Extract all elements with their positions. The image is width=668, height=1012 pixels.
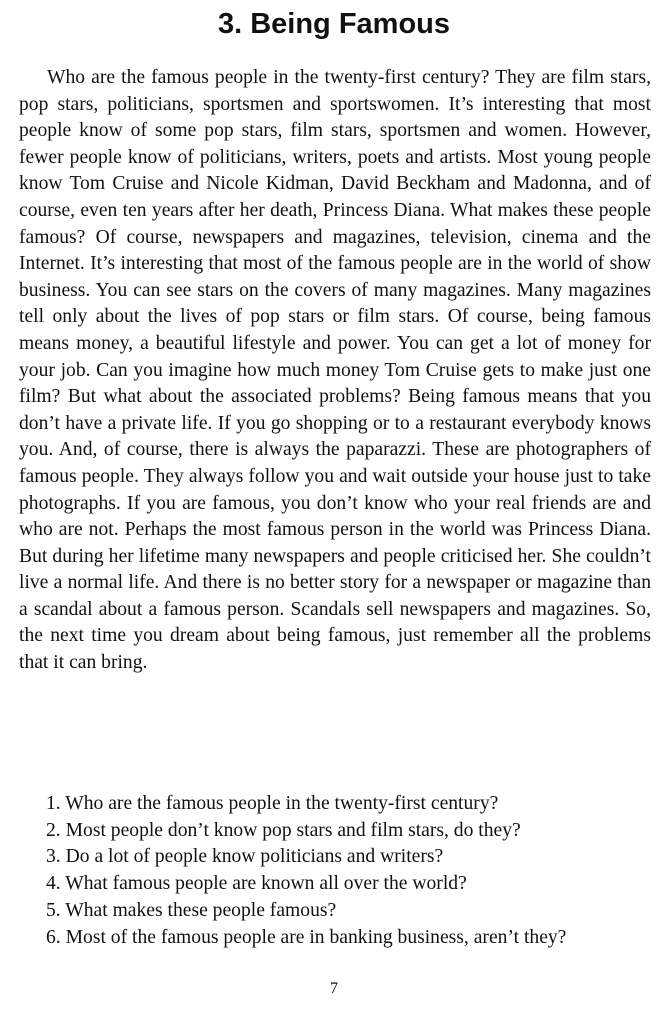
question-list <box>46 791 646 951</box>
question-item: 3. Do a lot of people know politicians and writers? <box>46 846 444 868</box>
page-title: 3. Being Famous <box>217 8 451 40</box>
main-paragraph: Who are the famous people in the twenty-first century? They are film stars, pop stars, politicians, sportsmen and sportswomen. It’s interesting that most people know of some pop stars, film stars, sportsmen and women. However, fewer people know of politicians, writers, poets and artists. Most young people know Tom Cruise and Nicole Kidman, David Beckham and Madonna, and of course, even ten years after her death, Princess Diana. What makes these people famous? Of course, newspapers and magazines, television, cinema and the Internet. It’s interesting that most of the famous people are in the world of show business. You can see stars on the covers of many magazines. Many magazines tell only about the lives of pop stars or film stars. Of course, being famous means money, a beautiful lifestyle and power. You can get a lot of money for your job. Can you imagine how much money Tom Cruise gets to make just one film? But what about the associated problems? Being famous means that you don’t have a private life. If you go shopping or to a restaurant everybody knows you. And, of course, there is always the paparazzi. These are photographers of famous people. They always follow you and wait outside your house just to take photographs. If you are famous, you don’t know who your real friends are and who are not. Perhaps the most famous person in the world was Princess Diana. But during her lifetime many newspapers and people criticised her. She couldn’t live a normal life. And there is no better story for a newspaper or magazine than a scandal about a famous person. Scandals sell newspapers and magazines. So, the next time you dream about being famous, just remember all the problems that it can bring. <box>19 67 651 674</box>
question-item: 1. Who are the famous people in the twenty-first century? <box>46 793 499 814</box>
question-item: 5. What makes these people famous? <box>46 899 337 921</box>
question-item: 2. Most people don’t know pop stars and film stars, do they? <box>46 819 521 841</box>
question-item: 4. What famous people are known all over the world? <box>46 873 467 895</box>
question-item: 6. Most of the famous people are in banking business, aren’t they? <box>46 926 567 948</box>
page-number: 7 <box>330 980 338 997</box>
